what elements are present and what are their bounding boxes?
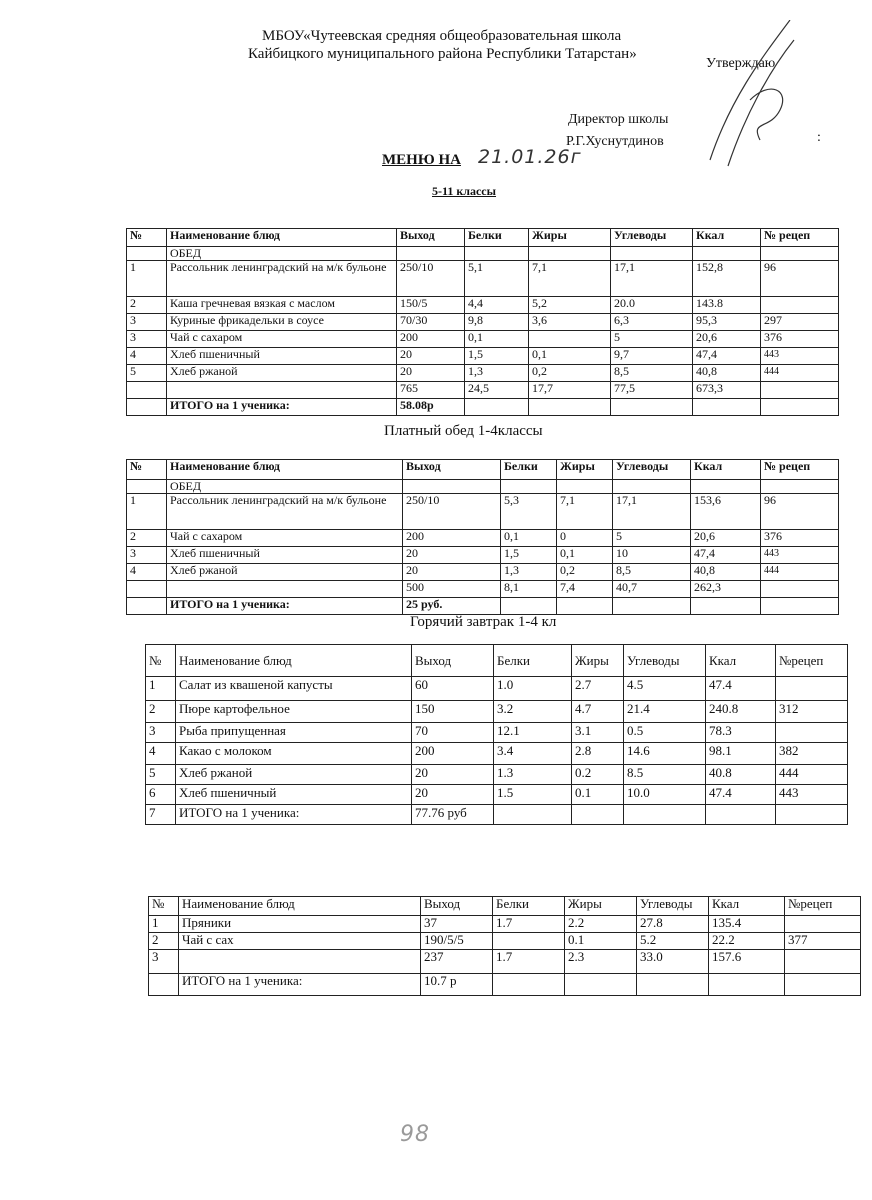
column-header: Жиры — [529, 229, 611, 247]
table-cell — [465, 399, 529, 416]
table-cell: 22.2 — [709, 933, 785, 950]
table-cell: 27.8 — [637, 916, 709, 933]
table-cell — [179, 950, 421, 974]
table-cell: 443 — [761, 547, 839, 564]
column-header: № — [127, 229, 167, 247]
table-cell: 37 — [421, 916, 493, 933]
table-cell — [127, 598, 167, 615]
table-cell: Пюре картофельное — [176, 701, 412, 723]
table-cell: 237 — [421, 950, 493, 974]
table-cell: 0.1 — [565, 933, 637, 950]
table-cell: 0,1 — [501, 530, 557, 547]
table-cell — [761, 247, 839, 261]
table-cell: 20 — [403, 547, 501, 564]
table-cell: 3,6 — [529, 314, 611, 331]
table-cell — [691, 480, 761, 494]
table-cell — [785, 974, 861, 996]
table-cell: Ккал — [706, 645, 776, 677]
page-number: 98 — [400, 1122, 430, 1147]
table-cell: 7 — [146, 805, 176, 825]
table-row — [146, 677, 848, 701]
table-cell — [127, 480, 167, 494]
table-cell: 10 — [613, 547, 691, 564]
table-cell: 78.3 — [706, 723, 776, 743]
table-cell: 5.2 — [637, 933, 709, 950]
table-cell: 262,3 — [691, 581, 761, 598]
table-cell: 2 — [149, 933, 179, 950]
table-cell: 47,4 — [691, 547, 761, 564]
table-cell: 20,6 — [691, 530, 761, 547]
section-row — [127, 480, 839, 494]
table-cell: 4 — [127, 348, 167, 365]
table-cell — [637, 974, 709, 996]
table-cell — [785, 950, 861, 974]
table-cell: 0 — [557, 530, 613, 547]
table-row — [127, 365, 839, 382]
table-cell: 240.8 — [706, 701, 776, 723]
table-cell: 150 — [412, 701, 494, 723]
table-cell — [493, 974, 565, 996]
table-cell: 5 — [613, 530, 691, 547]
table-cell: № — [127, 460, 167, 480]
table-header-row — [146, 645, 848, 677]
table-cell: Белки — [493, 897, 565, 916]
menu-table-snack — [148, 896, 861, 996]
table-cell — [565, 974, 637, 996]
table-cell — [494, 805, 572, 825]
school-name-line1: МБОУ«Чутеевская средняя общеобразовательная школа — [262, 28, 622, 44]
signature-colon: : — [817, 130, 821, 145]
column-header: Ккал — [693, 229, 761, 247]
table-cell: 20.0 — [611, 297, 693, 314]
table-cell: 673,3 — [693, 382, 761, 399]
table-cell: Жиры — [557, 460, 613, 480]
table-cell: 135.4 — [709, 916, 785, 933]
table-cell: Каша гречневая вязкая с маслом — [167, 297, 397, 314]
table-cell: Выход — [421, 897, 493, 916]
table-cell: 20 — [397, 348, 465, 365]
grade-subtitle: 5-11 классы — [432, 184, 497, 198]
table-cell: 5,2 — [529, 297, 611, 314]
table-row — [127, 547, 839, 564]
table-cell: 1.0 — [494, 677, 572, 701]
total-price: 58.08р — [397, 399, 465, 416]
table-cell — [529, 247, 611, 261]
table-cell — [465, 247, 529, 261]
table-cell: 77.76 руб — [412, 805, 494, 825]
table-row — [146, 765, 848, 785]
table-row — [127, 314, 839, 331]
table-cell: 3.4 — [494, 743, 572, 765]
section-label: ОБЕД — [167, 480, 403, 494]
table-cell: 4.5 — [624, 677, 706, 701]
table-cell: 443 — [761, 348, 839, 365]
menu-title: МЕНЮ НА — [382, 152, 461, 168]
table-cell: ИТОГО на 1 ученика: — [179, 974, 421, 996]
table-cell: Наименование блюд — [179, 897, 421, 916]
table-cell: 8.5 — [624, 765, 706, 785]
table-cell: 152,8 — [693, 261, 761, 297]
table-cell: 153,6 — [691, 494, 761, 530]
table-cell: 5,1 — [465, 261, 529, 297]
table-cell: 40.8 — [706, 765, 776, 785]
table-cell: 2 — [127, 530, 167, 547]
table-cell: 250/10 — [397, 261, 465, 297]
table-cell: 444 — [776, 765, 848, 785]
table-row — [146, 785, 848, 805]
table-row — [146, 723, 848, 743]
director-signature — [690, 20, 810, 170]
table-cell — [149, 974, 179, 996]
table-cell — [127, 382, 167, 399]
table-cell: Хлеб ржаной — [167, 365, 397, 382]
caption-hot-breakfast: Горячий завтрак 1-4 кл — [410, 614, 557, 630]
table-cell: 10.0 — [624, 785, 706, 805]
table-cell — [776, 723, 848, 743]
table-cell: 4 — [146, 743, 176, 765]
table-cell: 98.1 — [706, 743, 776, 765]
table-cell: 2 — [127, 297, 167, 314]
table-cell: Хлеб ржаной — [176, 765, 412, 785]
total-price-row — [127, 399, 839, 416]
table-cell: 8,1 — [501, 581, 557, 598]
table-cell: 5 — [611, 331, 693, 348]
table-row — [127, 261, 839, 297]
table-cell: 95,3 — [693, 314, 761, 331]
table-cell: 3 — [149, 950, 179, 974]
table-cell: 2 — [146, 701, 176, 723]
table-cell: 4 — [127, 564, 167, 581]
table-cell: Углеводы — [637, 897, 709, 916]
table-cell: 47.4 — [706, 785, 776, 805]
table-cell: 20 — [412, 785, 494, 805]
column-header: Выход — [397, 229, 465, 247]
table-cell: 6 — [146, 785, 176, 805]
table-cell: 6,3 — [611, 314, 693, 331]
table-cell: 2.3 — [565, 950, 637, 974]
column-header: № рецеп — [761, 229, 839, 247]
table-cell: Жиры — [572, 645, 624, 677]
table-cell — [693, 247, 761, 261]
table-cell — [611, 399, 693, 416]
table-cell: 20 — [397, 365, 465, 382]
table-cell: Хлеб пшеничный — [167, 348, 397, 365]
table-cell: 200 — [403, 530, 501, 547]
table-cell — [167, 382, 397, 399]
table-cell: 1,3 — [465, 365, 529, 382]
table-cell: Хлеб ржаной — [167, 564, 403, 581]
table-cell — [761, 581, 839, 598]
table-cell: 9,8 — [465, 314, 529, 331]
section-row — [127, 247, 839, 261]
table-cell — [706, 805, 776, 825]
director-name: Р.Г.Хуснутдинов — [566, 134, 664, 149]
table-cell: 0.1 — [572, 785, 624, 805]
table-cell: 20 — [412, 765, 494, 785]
table-cell: 3 — [127, 331, 167, 348]
table-cell: 444 — [761, 365, 839, 382]
table-cell: 8,5 — [613, 564, 691, 581]
table-cell: 0,1 — [557, 547, 613, 564]
table-cell: 1 — [127, 494, 167, 530]
table-cell: Жиры — [565, 897, 637, 916]
table-row — [127, 494, 839, 530]
table-cell: ИТОГО на 1 ученика: — [176, 805, 412, 825]
table-cell: 190/5/5 — [421, 933, 493, 950]
table-cell: 7,1 — [529, 261, 611, 297]
table-cell: 40,7 — [613, 581, 691, 598]
table-cell: 12.1 — [494, 723, 572, 743]
table-cell — [167, 581, 403, 598]
table-cell: Углеводы — [624, 645, 706, 677]
menu-table-hot-breakfast — [145, 644, 848, 825]
table-cell — [493, 933, 565, 950]
table-cell: 1 — [127, 261, 167, 297]
table-cell: Какао с молоком — [176, 743, 412, 765]
table-cell: 500 — [403, 581, 501, 598]
table-cell: 2.8 — [572, 743, 624, 765]
table-cell: 9,7 — [611, 348, 693, 365]
table-cell: 377 — [785, 933, 861, 950]
total-price: 25 руб. — [403, 598, 501, 615]
table-row — [146, 701, 848, 723]
table-cell: № — [149, 897, 179, 916]
director-label: Директор школы — [568, 112, 669, 127]
table-cell: 70/30 — [397, 314, 465, 331]
table-cell: 200 — [397, 331, 465, 348]
table-cell — [572, 805, 624, 825]
table-cell — [624, 805, 706, 825]
table-cell: 7,1 — [557, 494, 613, 530]
table-cell: 382 — [776, 743, 848, 765]
menu-table-5-11 — [126, 228, 839, 416]
table-cell — [776, 805, 848, 825]
table-cell: 3 — [127, 314, 167, 331]
table-cell: Ккал — [691, 460, 761, 480]
table-cell: 4.7 — [572, 701, 624, 723]
table-cell: 312 — [776, 701, 848, 723]
table-cell — [613, 598, 691, 615]
table-cell — [761, 598, 839, 615]
table-cell — [613, 480, 691, 494]
table-cell: 5,3 — [501, 494, 557, 530]
table-row — [149, 933, 861, 950]
total-price-row — [127, 598, 839, 615]
table-cell: 47,4 — [693, 348, 761, 365]
table-cell: 70 — [412, 723, 494, 743]
table-cell: 1 — [146, 677, 176, 701]
table-cell: Куриные фрикадельки в соусе — [167, 314, 397, 331]
table-cell: 2.7 — [572, 677, 624, 701]
table-cell — [127, 399, 167, 416]
table-cell: 40,8 — [693, 365, 761, 382]
menu-table-paid-lunch — [126, 459, 839, 615]
table-cell: № рецеп — [761, 460, 839, 480]
table-cell — [761, 297, 839, 314]
table-cell: 1.7 — [493, 916, 565, 933]
table-cell: 157.6 — [709, 950, 785, 974]
table-cell: 0,1 — [529, 348, 611, 365]
table-cell: 2.2 — [565, 916, 637, 933]
table-cell: 5 — [146, 765, 176, 785]
table-cell: 8,5 — [611, 365, 693, 382]
table-cell: Салат из квашеной капусты — [176, 677, 412, 701]
table-cell: № — [146, 645, 176, 677]
table-cell: 1,3 — [501, 564, 557, 581]
table-cell — [397, 247, 465, 261]
table-cell: 77,5 — [611, 382, 693, 399]
table-cell: Рыба припущенная — [176, 723, 412, 743]
table-cell — [501, 598, 557, 615]
table-cell: Наименование блюд — [167, 460, 403, 480]
table-cell: 0,2 — [557, 564, 613, 581]
table-cell: 0,2 — [529, 365, 611, 382]
table-cell: 17,1 — [611, 261, 693, 297]
table-cell: Рассольник ленинградский на м/к бульоне — [167, 261, 397, 297]
table-cell: Чай с сахаром — [167, 331, 397, 348]
table-cell: 0.5 — [624, 723, 706, 743]
table-cell: 143.8 — [693, 297, 761, 314]
table-cell — [785, 916, 861, 933]
section-label: ОБЕД — [167, 247, 397, 261]
table-cell: Хлеб пшеничный — [176, 785, 412, 805]
table-cell: 3.2 — [494, 701, 572, 723]
table-cell — [776, 677, 848, 701]
menu-date-handwritten: 21.01.26г — [478, 146, 582, 168]
table-cell: Хлеб пшеничный — [167, 547, 403, 564]
table-cell: 0.2 — [572, 765, 624, 785]
table-cell — [761, 382, 839, 399]
table-cell — [127, 581, 167, 598]
total-label: ИТОГО на 1 ученика: — [167, 399, 397, 416]
table-cell: 3 — [146, 723, 176, 743]
table-row — [127, 564, 839, 581]
table-cell: Чай с сах — [179, 933, 421, 950]
table-cell — [557, 480, 613, 494]
table-cell — [403, 480, 501, 494]
table-cell: Белки — [501, 460, 557, 480]
table-cell — [127, 247, 167, 261]
table-cell: 40,8 — [691, 564, 761, 581]
table-cell: 443 — [776, 785, 848, 805]
table-cell — [557, 598, 613, 615]
table-header-row — [127, 460, 839, 480]
table-cell: Выход — [403, 460, 501, 480]
table-cell: 20 — [403, 564, 501, 581]
table-cell: 24,5 — [465, 382, 529, 399]
table-cell: Рассольник ленинградский на м/к бульоне — [167, 494, 403, 530]
table-cell: Пряники — [179, 916, 421, 933]
table-cell: 1.7 — [493, 950, 565, 974]
table-row — [127, 331, 839, 348]
table-cell — [529, 331, 611, 348]
table-cell — [691, 598, 761, 615]
column-header: Углеводы — [611, 229, 693, 247]
table-cell: Выход — [412, 645, 494, 677]
table-cell — [693, 399, 761, 416]
table-cell: №рецеп — [776, 645, 848, 677]
totals-row — [127, 581, 839, 598]
total-price-row — [146, 805, 848, 825]
table-cell — [709, 974, 785, 996]
column-header: Белки — [465, 229, 529, 247]
totals-row — [127, 382, 839, 399]
table-cell: 297 — [761, 314, 839, 331]
table-cell: 0,1 — [465, 331, 529, 348]
table-cell: 376 — [761, 331, 839, 348]
table-header-row — [149, 897, 861, 916]
table-row — [149, 950, 861, 974]
table-cell: 60 — [412, 677, 494, 701]
table-cell: 150/5 — [397, 297, 465, 314]
table-cell: №рецеп — [785, 897, 861, 916]
table-cell: 250/10 — [403, 494, 501, 530]
table-cell: 96 — [761, 261, 839, 297]
table-cell: 17,1 — [613, 494, 691, 530]
table-cell: Наименование блюд — [176, 645, 412, 677]
table-cell — [529, 399, 611, 416]
table-cell — [611, 247, 693, 261]
table-row — [149, 916, 861, 933]
table-cell: 4,4 — [465, 297, 529, 314]
table-row — [127, 348, 839, 365]
table-cell: 5 — [127, 365, 167, 382]
table-cell — [761, 399, 839, 416]
table-cell: 200 — [412, 743, 494, 765]
table-cell: Чай с сахаром — [167, 530, 403, 547]
total-label: ИТОГО на 1 ученика: — [167, 598, 403, 615]
table-cell: 14.6 — [624, 743, 706, 765]
table-cell: 47.4 — [706, 677, 776, 701]
column-header: Наименование блюд — [167, 229, 397, 247]
table-cell: 33.0 — [637, 950, 709, 974]
table-cell: Углеводы — [613, 460, 691, 480]
table-cell: 444 — [761, 564, 839, 581]
approve-label: Утверждаю — [706, 56, 776, 71]
table-cell: 17,7 — [529, 382, 611, 399]
table-cell: 7,4 — [557, 581, 613, 598]
table-header-row — [127, 229, 839, 247]
table-cell: 96 — [761, 494, 839, 530]
table-row — [146, 743, 848, 765]
table-row — [127, 530, 839, 547]
table-cell: 3.1 — [572, 723, 624, 743]
table-cell: 20,6 — [693, 331, 761, 348]
table-cell: 1.3 — [494, 765, 572, 785]
table-cell: 765 — [397, 382, 465, 399]
table-cell: 3 — [127, 547, 167, 564]
table-cell — [761, 480, 839, 494]
table-cell: Ккал — [709, 897, 785, 916]
caption-paid-lunch: Платный обед 1-4классы — [384, 423, 543, 439]
table-cell: 10.7 р — [421, 974, 493, 996]
table-cell: 1,5 — [501, 547, 557, 564]
table-cell: 376 — [761, 530, 839, 547]
table-cell: 1.5 — [494, 785, 572, 805]
table-cell: Белки — [494, 645, 572, 677]
table-cell — [501, 480, 557, 494]
school-name-line2: Кайбицкого муниципального района Республики Татарстан» — [248, 46, 637, 62]
table-cell: 21.4 — [624, 701, 706, 723]
table-cell: 1 — [149, 916, 179, 933]
total-price-row — [149, 974, 861, 996]
table-cell: 1,5 — [465, 348, 529, 365]
table-row — [127, 297, 839, 314]
